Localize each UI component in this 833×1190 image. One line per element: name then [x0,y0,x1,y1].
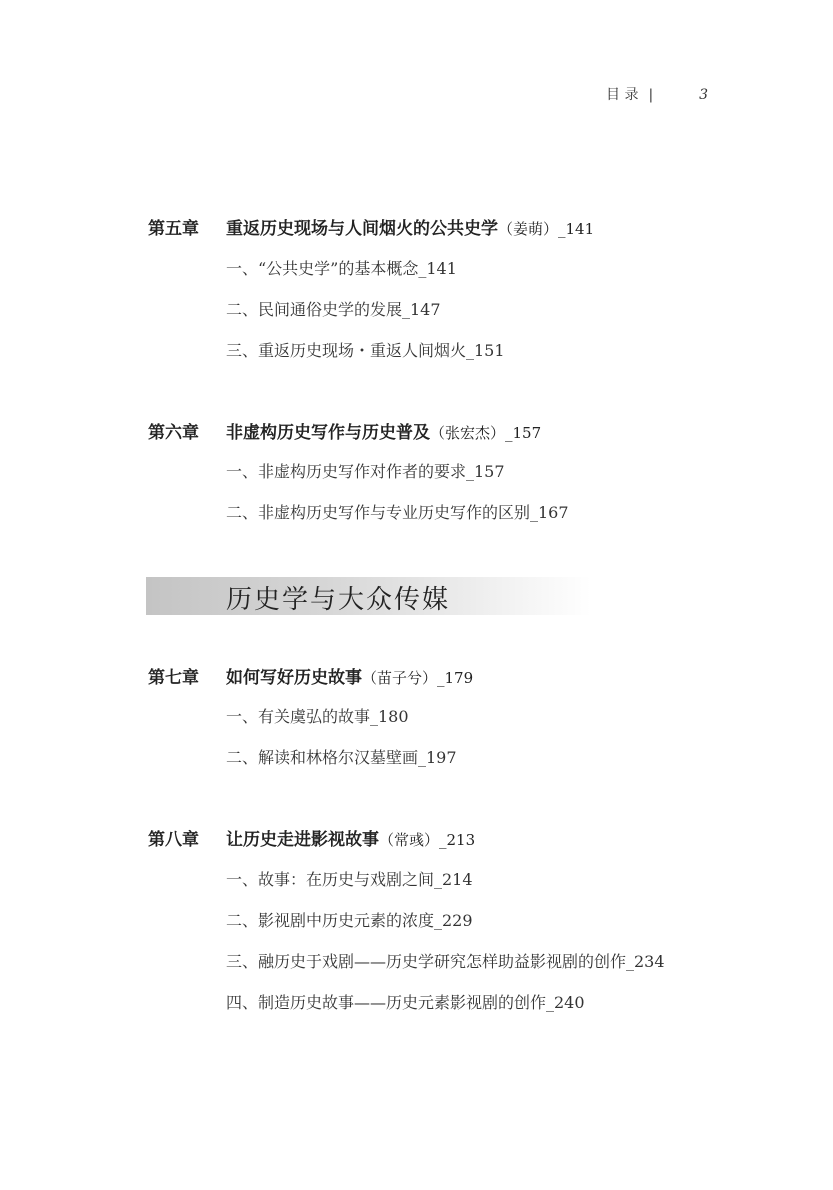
header-separator: | [648,87,654,103]
chapter-6-entry[interactable] [148,418,541,443]
section-entry[interactable]: 二、非虚构历史写作与专业历史写作的区别_167 [226,503,569,522]
section-entry[interactable]: 四、制造历史故事——历史元素影视剧的创作_240 [226,993,585,1012]
chapter-title: 重返历史现场与人间烟火的公共史学 [226,219,498,239]
chapter-title: 非虚构历史写作与历史普及 [226,423,430,443]
page-number: 3 [699,87,709,103]
section-entry[interactable]: 二、解读和林格尔汉墓壁画_197 [226,748,457,767]
chapter-7-entry[interactable] [148,663,473,688]
section-entry[interactable]: 三、融历史于戏剧——历史学研究怎样助益影视剧的创作_234 [226,952,665,971]
chapter-page: _213 [439,831,476,849]
chapter-author: （姜萌） [498,220,559,238]
running-header [606,84,708,104]
section-entry[interactable]: 一、非虚构历史写作对作者的要求_157 [226,462,505,481]
section-entry[interactable]: 一、故事：在历史与戏剧之间_214 [226,870,473,889]
part-title: 历史学与大众传媒 [226,585,451,615]
chapter-number: 第六章 [148,423,199,443]
section-entry[interactable]: 二、影视剧中历史元素的浓度_229 [226,911,473,930]
chapter-author: （张宏杰） [430,424,506,442]
header-label: 目 录 [606,87,639,103]
chapter-title: 让历史走进影视故事 [226,830,379,850]
chapter-page: _179 [437,669,474,687]
part-banner [146,577,591,615]
chapter-8-entry[interactable] [148,825,475,850]
chapter-page: _141 [558,220,595,238]
chapter-number: 第七章 [148,668,199,688]
chapter-page: _157 [505,424,542,442]
chapter-title: 如何写好历史故事 [226,668,362,688]
section-entry[interactable]: 二、民间通俗史学的发展_147 [226,300,441,319]
chapter-number: 第五章 [148,219,199,239]
section-entry[interactable]: 一、有关虞弘的故事_180 [226,707,409,726]
chapter-author: （常彧） [379,831,440,849]
chapter-5-entry[interactable] [148,214,594,239]
section-entry[interactable]: 三、重返历史现场・重返人间烟火_151 [226,341,505,360]
chapter-number: 第八章 [148,830,199,850]
chapter-author: （苗子兮） [362,669,438,687]
section-entry[interactable]: 一、“公共史学”的基本概念_141 [226,259,457,278]
